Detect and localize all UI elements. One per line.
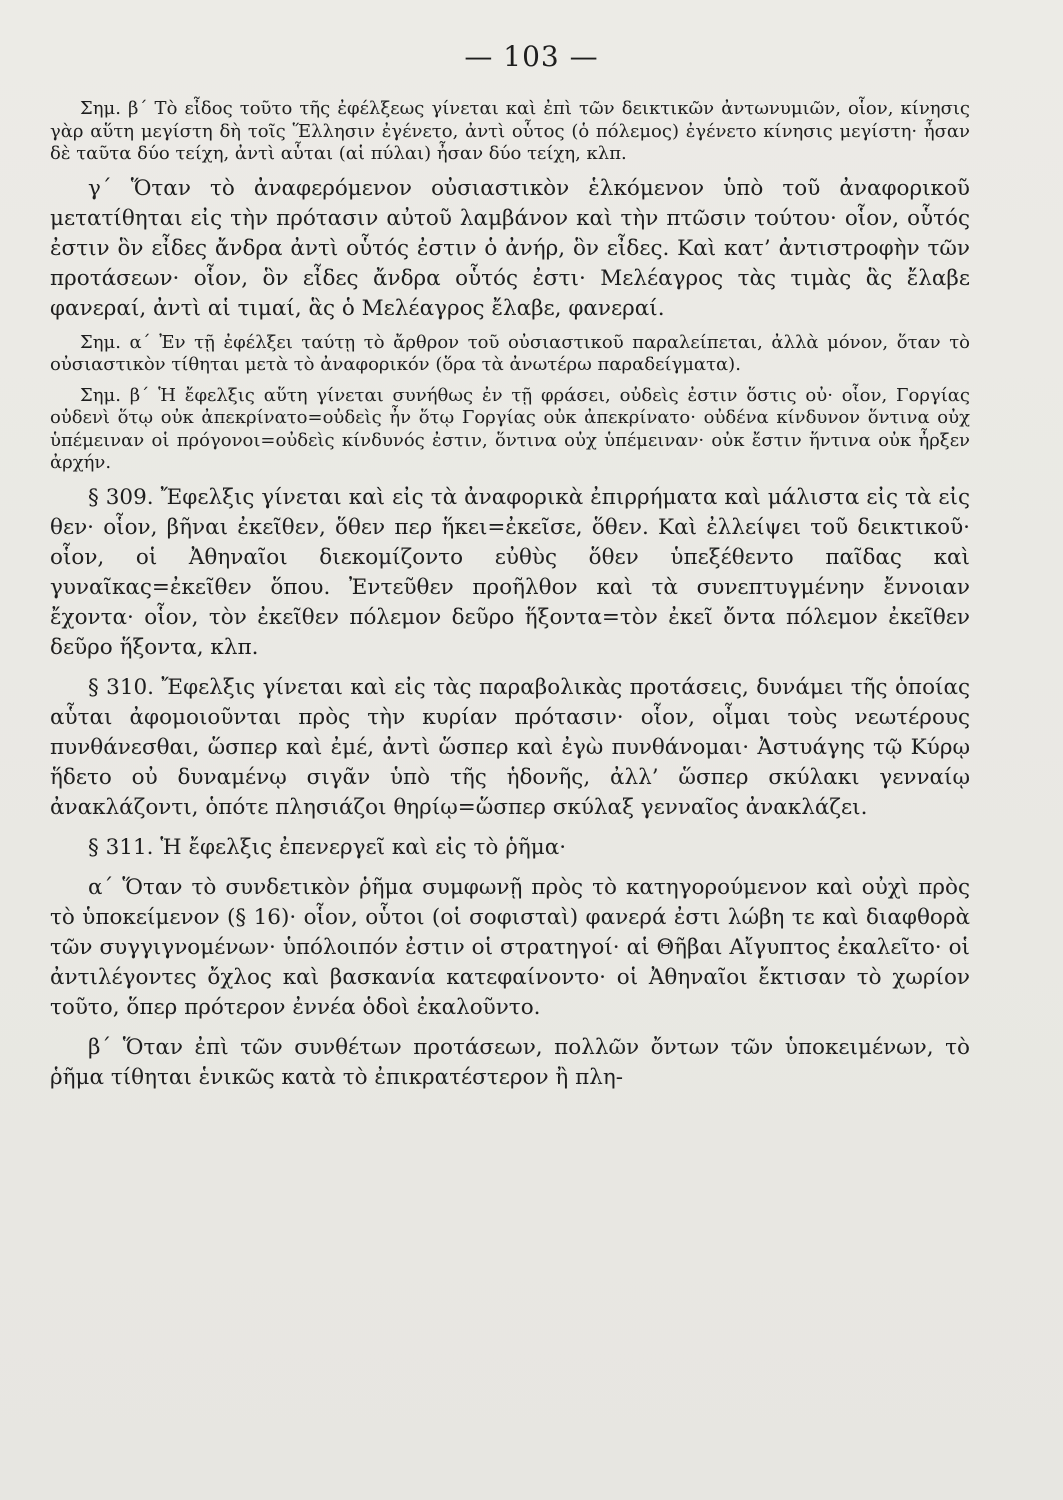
note-b-phrase: Σημ. β΄ Ἡ ἔφελξις αὕτη γίνεται συνήθως ἐν τῇ φράσει, οὐδεὶς ἐστιν ὅστις οὐ· οἷον, Γοργίας οὐδενὶ ὅτῳ οὐκ ἀπεκρίνατο=οὐδεὶς ἦν ὅτῳ Γοργίας οὐκ ἀπεκρίνατο· οὐδένα κίνδυνον ὅντινα οὐχ ὑπέμειναν οἱ πρόγονοι=οὐδεὶς κίνδυνός ἐστιν, ὅντινα οὐχ ὑπέμειναν· οὐκ ἔστιν ἥντινα οὐκ ἦρξεν ἀρχήν. — [50, 384, 970, 473]
section-311-a: α΄ Ὅταν τὸ συνδετικὸν ῥῆμα συμφωνῇ πρὸς τὸ κατηγορούμενον καὶ οὐχὶ πρὸς τὸ ὑποκείμενον (§ 16)· οἷον, οὗτοι (οἱ σοφισταὶ) φανερά ἐστι λώβη τε καὶ διαφθορὰ τῶν συγγιγνομένων· ὑπόλοιπόν ἐστιν οἱ στρατηγοί· αἱ Θῆβαι Αἴγυπτος ἐκαλεῖτο· οἱ ἀντιλέγοντες ὄχλος καὶ βασκανία κατεφαίνοντο· οἱ Ἀθηναῖοι ἔκτισαν τὸ χωρίον τοῦτο, ὅπερ πρότερον ἐννέα ὁδοὶ ἐκαλοῦντο. — [50, 874, 970, 1020]
section-311-heading: § 311. Ἡ ἔφελξις ἐπενεργεῖ καὶ εἰς τὸ ῥῆμα· — [88, 834, 567, 860]
section-311-b: β΄ Ὅταν ἐπὶ τῶν συνθέτων προτάσεων, πολλῶν ὄντων τῶν ὑποκειμένων, τὸ ῥῆμα τίθηται ἑνικῶς κατὰ τὸ ἐπικρατέστερον ἢ πλη- — [50, 1034, 970, 1090]
note-b-demonstrative: Σημ. β΄ Τὸ εἶδος τοῦτο τῆς ἐφέλξεως γίνεται καὶ ἐπὶ τῶν δεικτικῶν ἀντωνυμιῶν, οἷον, κίνησις γὰρ αὕτη μεγίστη δὴ τοῖς Ἕλλησιν ἐγένετο, ἀντὶ οὗτος (ὁ πόλεμος) ἐγένετο κίνησις μεγίστη· ἦσαν δὲ ταῦτα δύο τείχη, ἀντὶ αὗται (αἱ πύλαι) ἦσαν δύο τείχη, κλπ. — [50, 98, 970, 164]
section-310: § 310. Ἔφελξις γίνεται καὶ εἰς τὰς παραβολικὰς προτάσεις, δυνάμει τῆς ὁποίας αὗται ἀφομοιοῦνται πρὸς τὴν κυρίαν πρότασιν· οἷον, οἶμαι τοὺς νεωτέρους πυνθάνεσθαι, ὥσπερ καὶ ἐμέ, ἀντὶ ὥσπερ καὶ ἐγὼ πυνθάνομαι· Ἀστυάγης τῷ Κύρῳ ἥδετο οὐ δυναμένῳ σιγᾶν ὑπὸ τῆς ἡδονῆς, ἀλλ’ ὥσπερ σκύλακι γενναίῳ ἀνακλάζοντι, ὁπότε πλησιάζοι θηρίῳ=ὥσπερ σκύλαξ γενναῖος ἀνακλάζει. — [50, 674, 970, 820]
note-a-article: Σημ. α΄ Ἐν τῇ ἐφέλξει ταύτῃ τὸ ἄρθρον τοῦ οὐσιαστικοῦ παραλείπεται, ἀλλὰ μόνον, ὅταν τὸ οὐσιαστικὸν τίθηται μετὰ τὸ ἀναφορικόν (ὅρα τὰ ἀνωτέρω παραδείγματα). — [50, 331, 970, 375]
section-309: § 309. Ἔφελξις γίνεται καὶ εἰς τὰ ἀναφορικὰ ἐπιρρήματα καὶ μάλιστα εἰς τὰ εἰς θεν· οἷον, βῆναι ἐκεῖθεν, ὅθεν περ ἥκει=ἐκεῖσε, ὅθεν. Καὶ ἐλλείψει τοῦ δεικτικοῦ· οἷον, οἱ Ἀθηναῖοι διεκομίζοντο εὐθὺς ὅθεν ὑπεξέθεντο παῖδας καὶ γυναῖκας=ἐκεῖθεν ὅπου. Ἐντεῦθεν προῆλθον καὶ τὰ συνεπτυγμένην ἔννοιαν ἔχοντα· οἷον, τὸν ἐκεῖθεν πόλεμον δεῦρο ἥξοντα=τὸν ἐκεῖ ὄντα πόλεμον ἐκεῖθεν δεῦρο ἥξοντα, κλπ. — [50, 484, 970, 660]
page-content — [50, 98, 970, 1093]
paragraph-gamma: γ΄ Ὅταν τὸ ἀναφερόμενον οὐσιαστικὸν ἑλκόμενον ὑπὸ τοῦ ἀναφορικοῦ μετατίθηται εἰς τὴν πρότασιν αὐτοῦ λαμβάνον καὶ τὴν πτῶσιν τούτου· οἷον, οὗτός ἐστιν ὃν εἶδες ἄνδρα ἀντὶ οὗτός ἐστιν ὁ ἀνήρ, ὃν εἶδες. Καὶ κατ’ ἀντιστροφὴν τῶν προτάσεων· οἷον, ὃν εἶδες ἄνδρα οὗτός ἐστι· Μελέαγρος τὰς τιμὰς ἃς ἔλαβε φανεραί, ἀντὶ αἱ τιμαί, ἃς ὁ Μελέαγρος ἔλαβε, φανεραί. — [50, 175, 970, 321]
page-number: — 103 — — [464, 40, 599, 73]
